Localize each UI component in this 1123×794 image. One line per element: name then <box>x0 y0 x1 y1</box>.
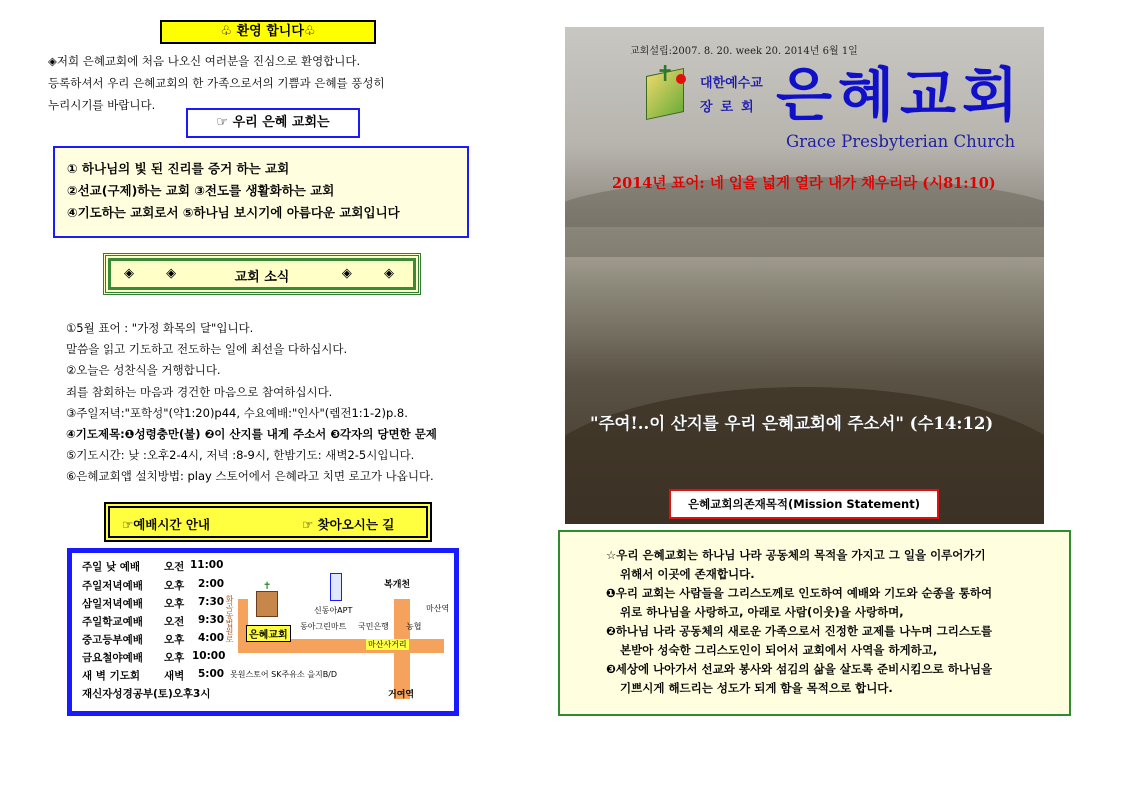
purpose-item: ②선교(구제)하는 교회 ③전도를 생활화하는 교회 <box>67 183 335 198</box>
news-item: ⑥은혜교회앱 설치방법: play 스토어에서 은혜라고 치면 로고가 나옵니다. <box>66 469 434 484</box>
schedule-ampm: 오후 <box>164 652 185 664</box>
church-logo-icon: ✝ <box>636 62 692 128</box>
directions-map <box>225 565 454 713</box>
welcome-line: ◈저희 은혜교회에 처음 나오신 여러분을 진심으로 환영합니다. <box>48 54 361 68</box>
schedule-time: 5:00 <box>198 668 225 680</box>
schedule-name: 주일저녁예배 <box>82 580 143 592</box>
schedule-ampm: 새벽 <box>164 670 185 682</box>
news-item: ③주일저녁:"포학성"(약1:20)p44, 수요예배:"인사"(렘전1:1-2)p.8. <box>66 405 408 420</box>
schedule-row <box>82 578 225 593</box>
worship-schedule-box <box>67 548 459 716</box>
schedule-row <box>82 559 224 574</box>
denomination-line1: 대한예수교 <box>700 76 763 91</box>
schedule-row-bible-study: 재신자성경공부(토)오후3시 <box>82 688 211 700</box>
map-left-road-label: 화곡동법원로 <box>225 595 234 643</box>
schedule-row <box>82 650 226 665</box>
welcome-title: ♧ 환영 합니다♧ <box>160 20 376 44</box>
map-mart-label: 동아그린마트 <box>300 622 347 631</box>
map-stores-label: 못원스토어 SK주유소 을지B/D <box>230 670 338 679</box>
schedule-name: 주일 낮 예배 <box>82 561 141 573</box>
schedule-row <box>82 596 225 611</box>
mission-line: ☆우리 은혜교회는 하나님 나라 공동체의 목적을 가지고 그 일을 이루어가기 <box>606 548 986 562</box>
schedule-row <box>82 632 225 647</box>
directions-heading: ☞ 찾아오시는 길 <box>302 517 395 532</box>
our-church-heading: ☞ 우리 은혜 교회는 <box>186 108 360 138</box>
schedule-ampm: 오후 <box>164 580 185 592</box>
schedule-time: 2:00 <box>198 578 225 590</box>
schedule-time: 4:00 <box>198 632 225 644</box>
schedule-ampm: 오전 <box>164 561 185 573</box>
apartment-icon <box>330 573 342 601</box>
church-name-title: 은혜교회 <box>776 61 1025 129</box>
mission-line: ❷하나님 나라 공동체의 새로운 가족으로서 진정한 교제를 나누며 그리스도를 <box>606 624 993 638</box>
map-masan-label: 마산역 <box>426 604 450 613</box>
schedule-time: 10:00 <box>192 650 226 662</box>
cover-verse: "주여!..이 산지를 우리 은혜교회에 주소서" (수14:12) <box>590 414 994 433</box>
news-item: ①5월 표어 : "가정 화목의 달"입니다. <box>66 321 254 335</box>
schedule-name: 금요철야예배 <box>82 652 143 664</box>
worship-directions-heading <box>104 502 432 542</box>
news-item: 말씀을 읽고 기도하고 전도하는 일에 최선을 다하십시다. <box>66 342 348 357</box>
cover-date: 교회설립:2007. 8. 20. week 20. 2014년 6월 1일 <box>630 46 858 57</box>
church-purpose-box <box>53 146 469 238</box>
mission-line: 본받아 성숙한 그리스도인이 되어서 교회에서 사역을 하게하고, <box>620 643 938 657</box>
schedule-row <box>82 614 225 629</box>
schedule-time: 7:30 <box>198 596 225 608</box>
schedule-ampm: 오전 <box>164 616 185 628</box>
welcome-line: 등록하셔서 우리 은혜교회의 한 가족으로서의 기쁨과 은혜를 풍성히 <box>48 76 385 90</box>
schedule-row <box>82 668 225 683</box>
church-building-icon <box>256 591 278 617</box>
denomination-line2: 장로회 <box>700 100 762 115</box>
schedule-ampm: 오후 <box>164 598 185 610</box>
schedule-time: 9:30 <box>198 614 225 626</box>
news-item: ②오늘은 성찬식을 거행합니다. <box>66 363 221 378</box>
map-geoyeo-label: 거여역 <box>388 690 415 700</box>
schedule-name: 삼일저녁예배 <box>82 598 143 610</box>
diamond-icon: ◈ ◈ <box>124 266 191 281</box>
mission-statement-label: 은혜교회의존재목적(Mission Statement) <box>669 489 939 519</box>
mission-line: ❸세상에 나아가서 선교와 봉사와 섬김의 삶을 살도록 준비시킴으로 하나님을 <box>606 662 993 676</box>
mission-statement-box <box>558 530 1071 716</box>
purpose-item: ④기도하는 교회로서 ⑤하나님 보시기에 아름다운 교회입니다 <box>67 205 400 220</box>
diamond-icon: ◈ ◈ <box>341 266 408 281</box>
church-news-title: 교회 소식 <box>234 270 290 285</box>
news-item: ④기도제목:❶성령충만(불) ❷이 산지를 내게 주소서 ❸각자의 당면한 문제 <box>66 427 437 442</box>
church-cross-icon: ✝ <box>263 581 272 592</box>
yearly-motto: 2014년 표어: 네 입을 넓게 열라 내가 채우리라 (시81:10) <box>612 175 996 192</box>
church-english-name: Grace Presbyterian Church <box>786 132 1016 151</box>
map-crossroads-label: 마산사거리 <box>368 640 407 649</box>
schedule-name: 주일학교예배 <box>82 616 143 628</box>
purpose-item: ① 하나님의 빛 된 진리를 증거 하는 교회 <box>67 161 290 176</box>
church-news-heading <box>103 253 421 295</box>
news-item: ⑤기도시간: 낮 :오후2-4시, 저녁 :8-9시, 한밤기도: 새벽2-5시입니다. <box>66 448 415 463</box>
map-bank-label: 국민은행 <box>358 622 389 631</box>
welcome-message <box>48 50 488 116</box>
schedule-time: 11:00 <box>190 559 224 571</box>
worship-times-heading: ☞예배시간 안내 <box>122 517 211 532</box>
church-news-list <box>66 318 536 488</box>
schedule-ampm: 오후 <box>164 634 185 646</box>
map-bokgae-label: 복개천 <box>384 580 411 590</box>
news-item: 죄를 참회하는 마음과 경건한 마음으로 참여하십시다. <box>66 384 333 399</box>
map-apt-label: 신동아APT <box>314 606 353 615</box>
mission-line: 위해서 이곳에 존재합니다. <box>620 567 755 581</box>
welcome-line: 누리시기를 바랍니다. <box>48 98 156 112</box>
mission-line: 기쁘시게 해드리는 성도가 되게 함을 목적으로 합니다. <box>620 681 893 695</box>
map-nonghyup-label: 농협 <box>406 622 422 631</box>
schedule-name: 중고등부예배 <box>82 634 143 646</box>
mission-line: 위로 하나님을 사랑하고, 아래로 사람(이웃)을 사랑하며, <box>620 605 904 619</box>
mission-line: ❶우리 교회는 사람들을 그리스도께로 인도하여 예배와 기도와 순종을 통하여 <box>606 586 993 600</box>
map-church-label: 은혜교회 <box>246 625 291 642</box>
schedule-name: 새 벽 기도회 <box>82 670 141 682</box>
